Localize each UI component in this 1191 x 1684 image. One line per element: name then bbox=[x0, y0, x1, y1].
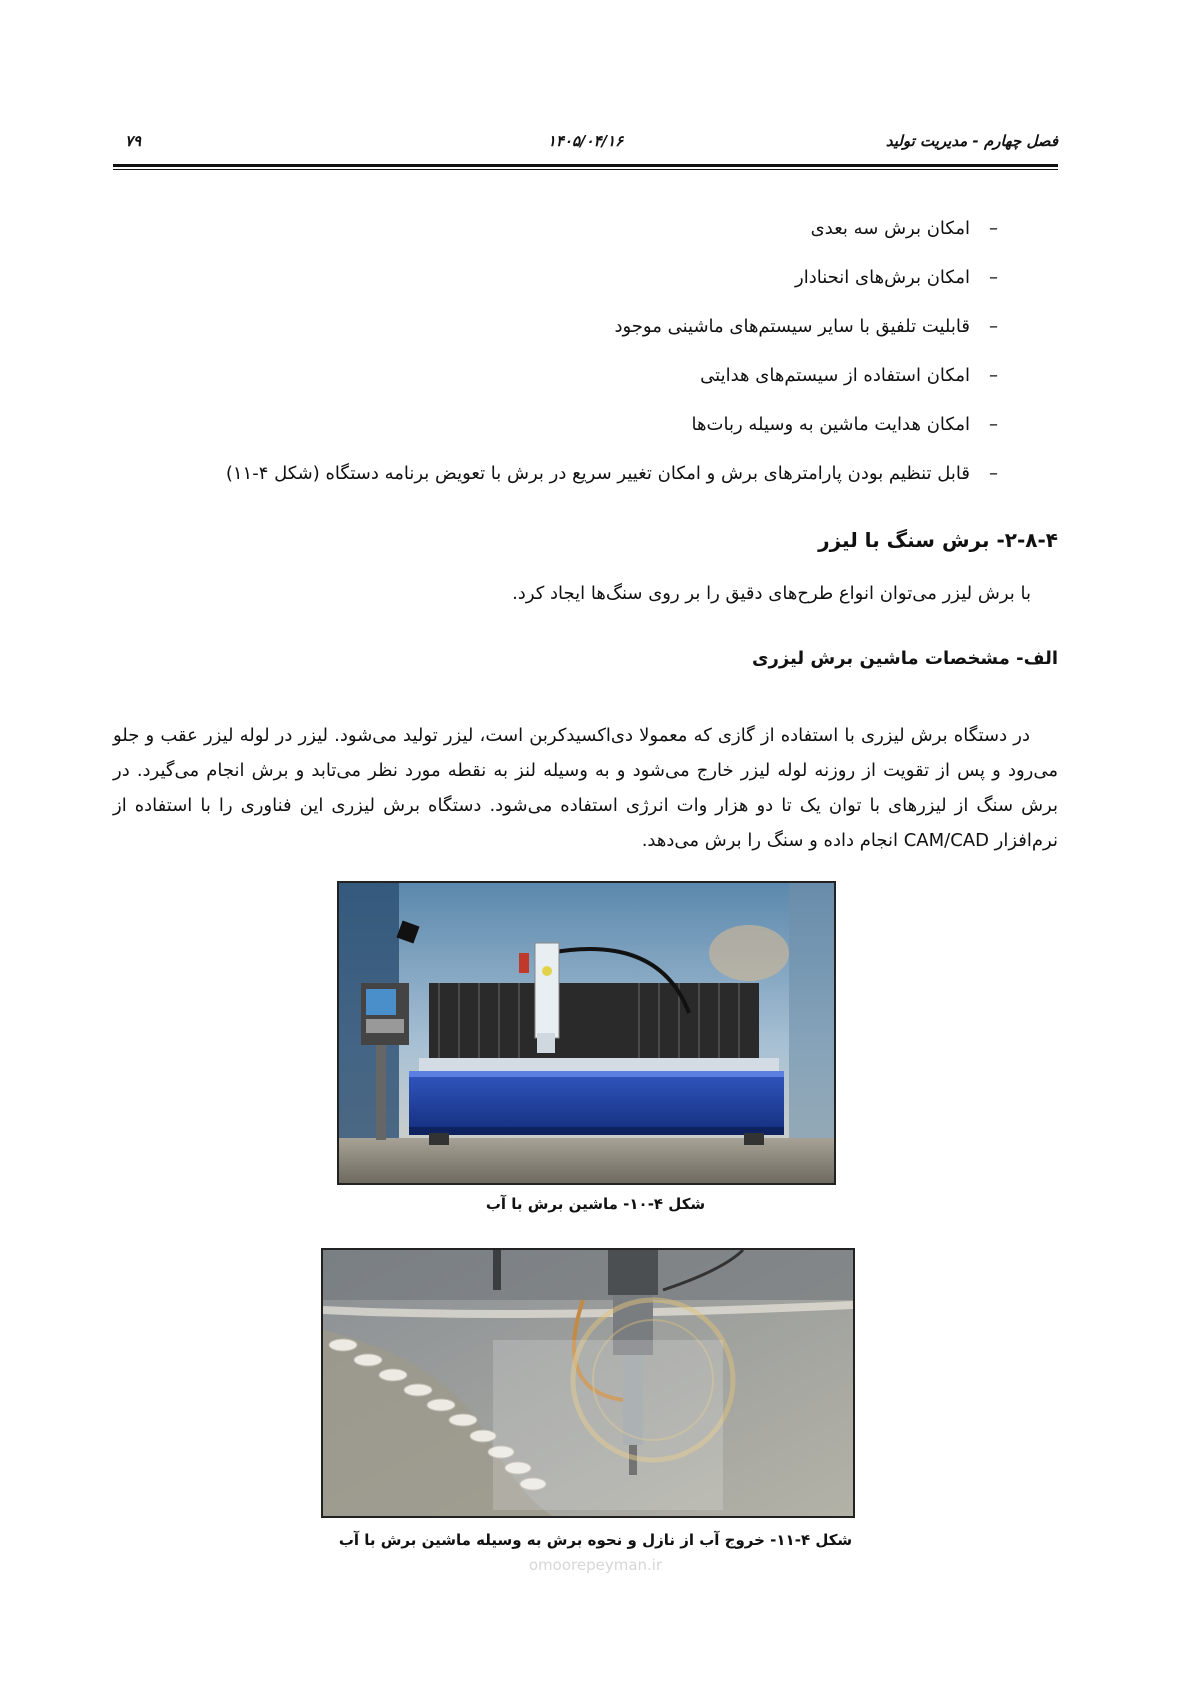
figure-nozzle-closeup bbox=[321, 1248, 855, 1518]
figure-waterjet-machine bbox=[337, 881, 836, 1185]
feature-list bbox=[118, 218, 998, 512]
body-paragraph: در دستگاه برش لیزری با استفاده از گازی که معمولا دی‌اکسیدکربن است، لیزر تولید می‌شود. لیزر در لوله لیزر عقب و جلو می‌رود و پس از تقویت از روزنه لوله لیزر خارج می‌شود و به وسیله لنز به نقطه مورد نظر می‌تابد و برش انجام می‌گیرد. در برش سنگ از لیزرهای با توان یک تا دو هزار وات انرژی استفاده می‌شود. دستگاه برش لیزری این فناوری را با استفاده از نرم‌افزار CAM/CAD انجام داده و سنگ را برش می‌دهد. bbox=[113, 725, 1058, 851]
nozzle-closeup-image bbox=[323, 1250, 853, 1516]
watermark-text: omoorepeyman.ir bbox=[528, 1556, 663, 1574]
list-item-text: امکان استفاده از سیستم‌های هدایتی bbox=[700, 365, 970, 386]
list-item-text: امکان هدایت ماشین به وسیله ربات‌ها bbox=[691, 414, 970, 435]
bullet-dash: – bbox=[989, 414, 998, 435]
page-number: ۷۹ bbox=[125, 132, 142, 150]
list-item bbox=[118, 365, 998, 414]
header-date: ۱۴۰۵/۰۴/۱۶ bbox=[547, 132, 624, 150]
bullet-dash: – bbox=[989, 218, 998, 239]
waterjet-machine-image bbox=[339, 883, 834, 1183]
list-item bbox=[118, 463, 998, 512]
list-item bbox=[118, 316, 998, 365]
list-item bbox=[118, 267, 998, 316]
figure-caption: شکل ۴-۱۱- خروج آب از نازل و نحوه برش به وسیله ماشین برش با آب bbox=[338, 1531, 853, 1549]
list-item-text: امکان برش سه بعدی bbox=[810, 218, 970, 239]
header-rule-thin bbox=[113, 169, 1058, 170]
page-header bbox=[113, 128, 1058, 160]
list-item bbox=[118, 414, 998, 463]
subheading: الف- مشخصات ماشین برش لیزری bbox=[751, 648, 1058, 669]
bullet-dash: – bbox=[989, 463, 998, 484]
chapter-title: فصل چهارم - مدیریت تولید bbox=[885, 132, 1058, 150]
list-item bbox=[118, 218, 998, 267]
list-item-text: امکان برش‌های انحنادار bbox=[795, 267, 970, 288]
bullet-dash: – bbox=[989, 316, 998, 337]
header-rule-thick bbox=[113, 164, 1058, 167]
bullet-dash: – bbox=[989, 267, 998, 288]
intro-text: با برش لیزر می‌توان انواع طرح‌های دقیق را بر روی سنگ‌ها ایجاد کرد. bbox=[512, 583, 1031, 604]
figure-caption: شکل ۴-۱۰- ماشین برش با آب bbox=[485, 1195, 706, 1213]
list-item-text: قابلیت تلفیق با سایر سیستم‌های ماشینی موجود bbox=[614, 316, 970, 337]
section-title: ۲-۸-۴- برش سنگ با لیزر bbox=[818, 528, 1058, 552]
list-item-text: قابل تنظیم بودن پارامترهای برش و امکان تغییر سریع در برش با تعویض برنامه دستگاه (شکل ۴-۱۱) bbox=[225, 463, 970, 484]
bullet-dash: – bbox=[989, 365, 998, 386]
